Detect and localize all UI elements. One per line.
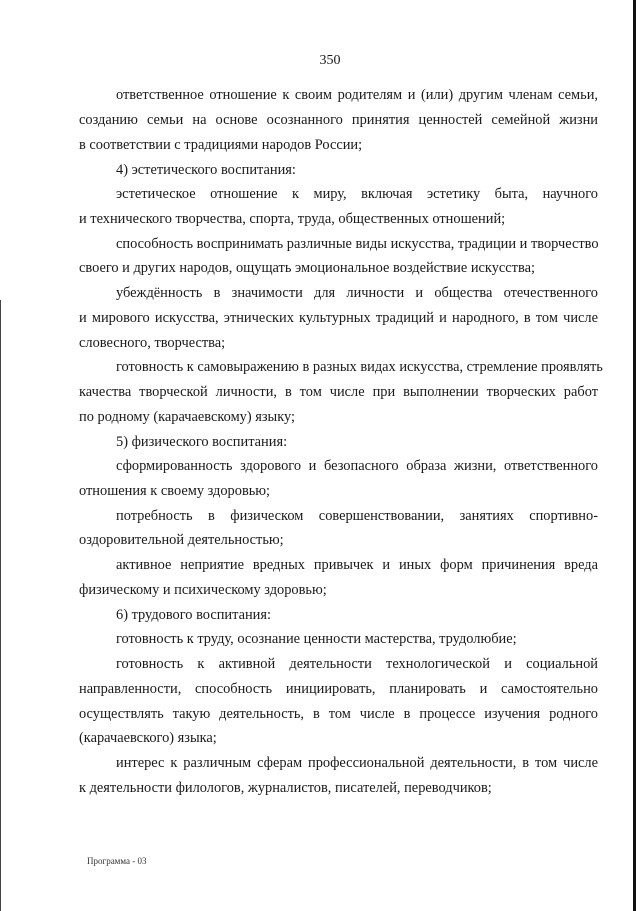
text-line: эстетическое отношение к миру, включая эстетику быта, научного bbox=[116, 186, 598, 202]
text-line: сформированность здорового и безопасного образа жизни, ответственного bbox=[116, 458, 598, 474]
text-line: ответственное отношение к своим родителям и (или) другим членам семьи, bbox=[116, 87, 598, 103]
text-line: направленности, способность инициировать, планировать и самостоятельно bbox=[79, 681, 598, 697]
text-line: готовность к активной деятельности технологической и социальной bbox=[116, 656, 598, 672]
section-heading: 5) физического воспитания: bbox=[116, 434, 288, 450]
scan-edge-right bbox=[633, 0, 636, 911]
text-line: оздоровительной деятельностью; bbox=[79, 532, 284, 548]
text-line: словесного, творчества; bbox=[79, 335, 226, 351]
page-number: 350 bbox=[319, 53, 341, 68]
section-heading: 6) трудового воспитания: bbox=[116, 607, 272, 623]
text-line: готовность к самовыражению в разных видах искусства, стремление проявлять bbox=[116, 359, 603, 375]
section-heading: 4) эстетического воспитания: bbox=[116, 162, 296, 178]
footer-label: Программа - 03 bbox=[87, 856, 147, 866]
text-line: физическому и психическому здоровью; bbox=[79, 582, 327, 598]
text-line: созданию семьи на основе осознанного принятия ценностей семейной жизни bbox=[79, 112, 598, 128]
text-line: интерес к различным сферам профессиональной деятельности, в том числе bbox=[116, 755, 598, 771]
text-line: осуществлять такую деятельность, в том числе в процессе изучения родного bbox=[79, 706, 598, 722]
text-line: потребность в физическом совершенствовании, занятиях спортивно- bbox=[116, 508, 598, 524]
text-line: активное неприятие вредных привычек и иных форм причинения вреда bbox=[116, 557, 598, 573]
text-line: в соответствии с традициями народов России; bbox=[79, 137, 363, 153]
text-line: способность воспринимать различные виды искусства, традиции и творчество bbox=[116, 236, 599, 252]
scan-edge-left bbox=[0, 300, 1, 911]
text-line: убеждённость в значимости для личности и общества отечественного bbox=[116, 285, 598, 301]
text-line: качества творческой личности, в том числе при выполнении творческих работ bbox=[79, 384, 598, 400]
text-line: по родному (карачаевскому) языку; bbox=[79, 409, 296, 425]
text-line: отношения к своему здоровью; bbox=[79, 483, 271, 499]
text-line: (карачаевского) языка; bbox=[79, 730, 217, 746]
text-line: своего и других народов, ощущать эмоциональное воздействие искусства; bbox=[79, 260, 535, 276]
text-line: и технического творчества, спорта, труда, общественных отношений; bbox=[79, 211, 506, 227]
text-line: и мирового искусства, этнических культурных традиций и народного, в том числе bbox=[79, 310, 598, 326]
text-line: готовность к труду, осознание ценности мастерства, трудолюбие; bbox=[116, 631, 517, 647]
text-line: к деятельности филологов, журналистов, писателей, переводчиков; bbox=[79, 780, 492, 796]
